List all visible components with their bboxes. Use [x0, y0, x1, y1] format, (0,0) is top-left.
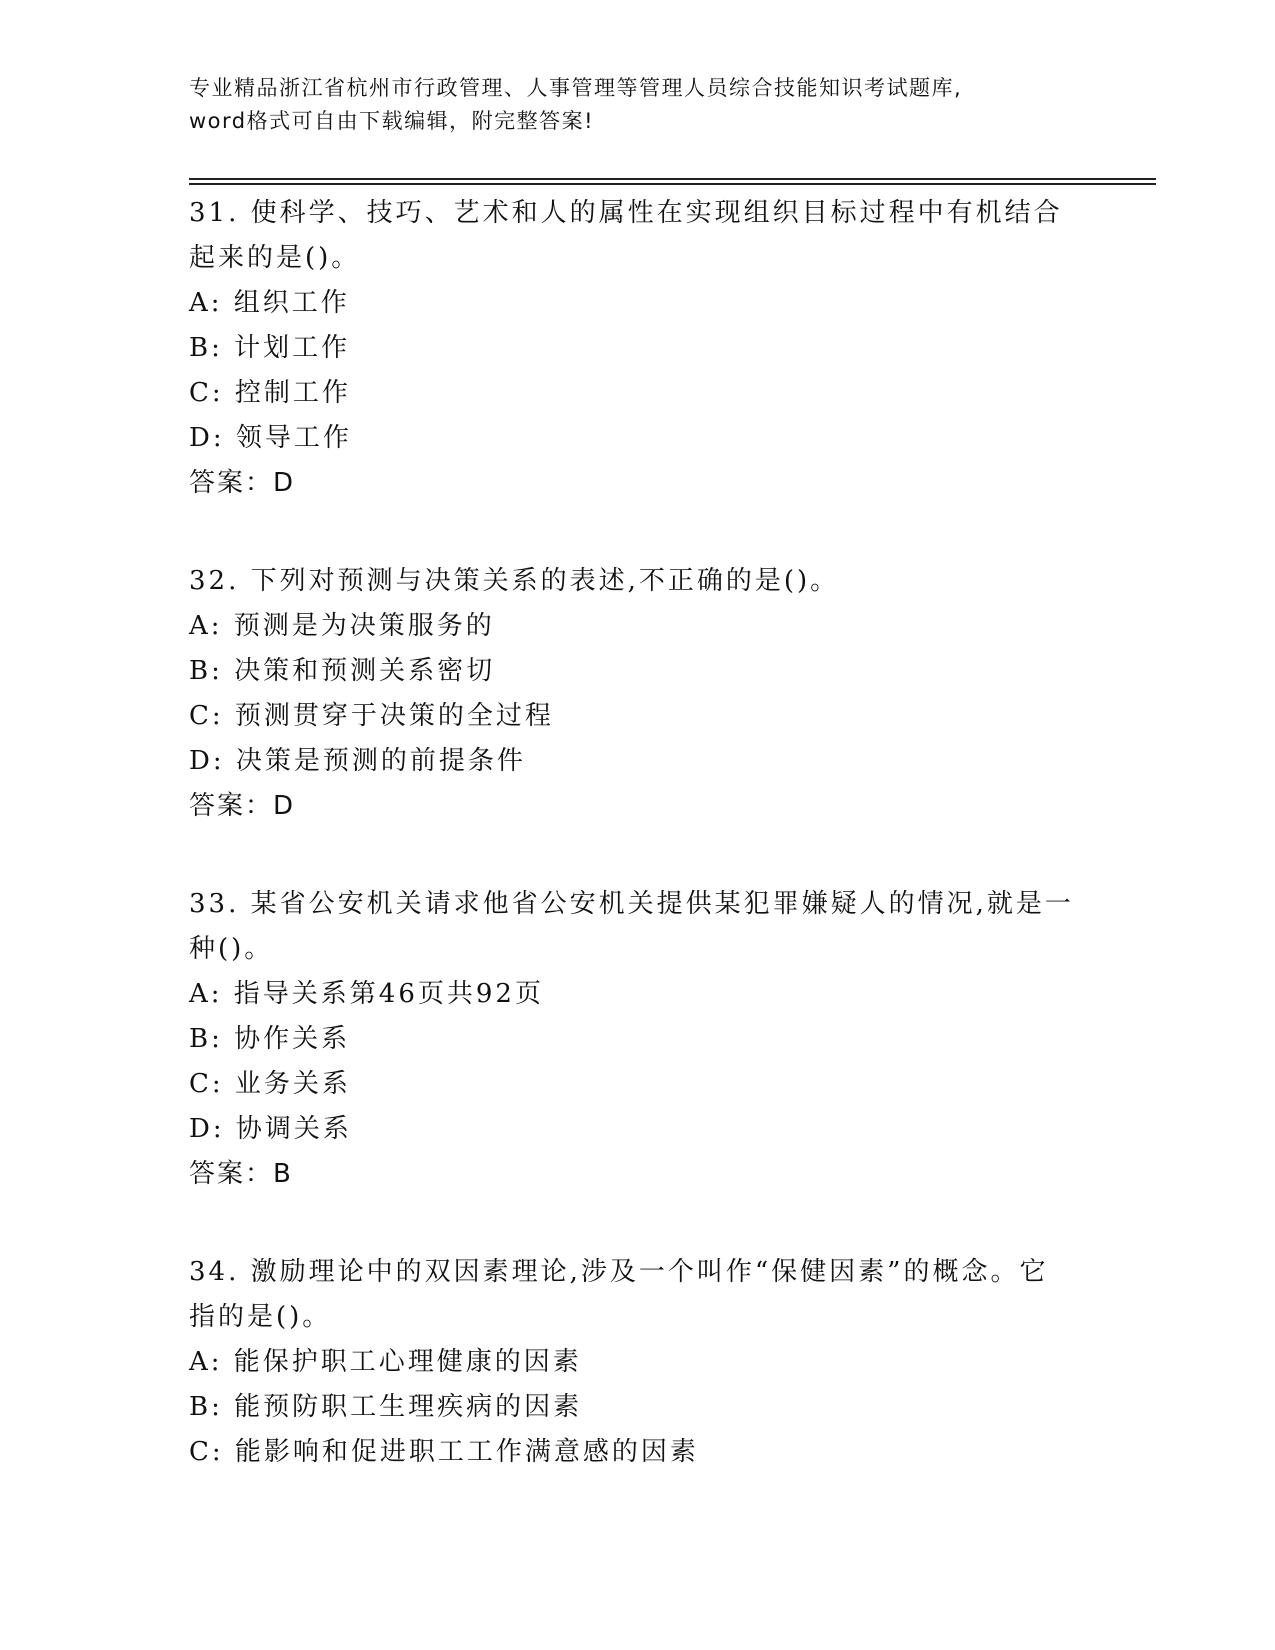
- header-divider-bottom: [189, 183, 1156, 185]
- question-text-line: 起来的是()。: [189, 243, 361, 273]
- header-title-line-1: 专业精品浙江省杭州市行政管理、人事管理等管理人员综合技能知识考试题库,: [189, 76, 963, 100]
- option-b: B: 计划工作: [189, 333, 351, 363]
- option-c: C: 控制工作: [189, 378, 351, 408]
- answer-line: 答案：B: [189, 1159, 293, 1189]
- question-text-line: 34. 激励理论中的双因素理论,涉及一个叫作“保健因素”的概念。它: [189, 1257, 1049, 1287]
- answer-line: 答案：D: [189, 468, 296, 498]
- question-text-line: 指的是()。: [189, 1302, 332, 1332]
- option-b: B: 能预防职工生理疾病的因素: [189, 1392, 583, 1422]
- option-d: D: 领导工作: [189, 423, 352, 453]
- answer-line: 答案：D: [189, 791, 296, 821]
- option-c: C: 能影响和促进职工工作满意感的因素: [189, 1437, 699, 1467]
- question-34: [189, 1250, 1089, 1475]
- question-text-line: 33. 某省公安机关请求他省公安机关提供某犯罪嫌疑人的情况,就是一: [189, 889, 1074, 919]
- question-list: [189, 191, 1089, 1528]
- option-b: B: 决策和预测关系密切: [189, 656, 496, 686]
- option-d: D: 协调关系: [189, 1114, 352, 1144]
- question-31: [189, 191, 1089, 506]
- option-d: D: 决策是预测的前提条件: [189, 746, 526, 776]
- option-a: A: 指导关系第46页共92页: [189, 979, 544, 1009]
- option-a: A: 能保护职工心理健康的因素: [189, 1347, 582, 1377]
- document-header: [189, 72, 1089, 138]
- question-33: [189, 882, 1089, 1197]
- header-title-line-2: word格式可自由下载编辑，附完整答案!: [189, 109, 595, 133]
- question-32: [189, 559, 1089, 829]
- header-divider-top: [189, 178, 1156, 180]
- option-c: C: 预测贯穿于决策的全过程: [189, 701, 554, 731]
- option-c: C: 业务关系: [189, 1069, 351, 1099]
- option-a: A: 组织工作: [189, 288, 350, 318]
- question-text-line: 31. 使科学、技巧、艺术和人的属性在实现组织目标过程中有机结合: [189, 198, 1063, 228]
- option-b: B: 协作关系: [189, 1024, 351, 1054]
- question-text-line: 32. 下列对预测与决策关系的表述,不正确的是()。: [189, 566, 840, 596]
- option-a: A: 预测是为决策服务的: [189, 611, 495, 641]
- question-text-line: 种()。: [189, 934, 274, 964]
